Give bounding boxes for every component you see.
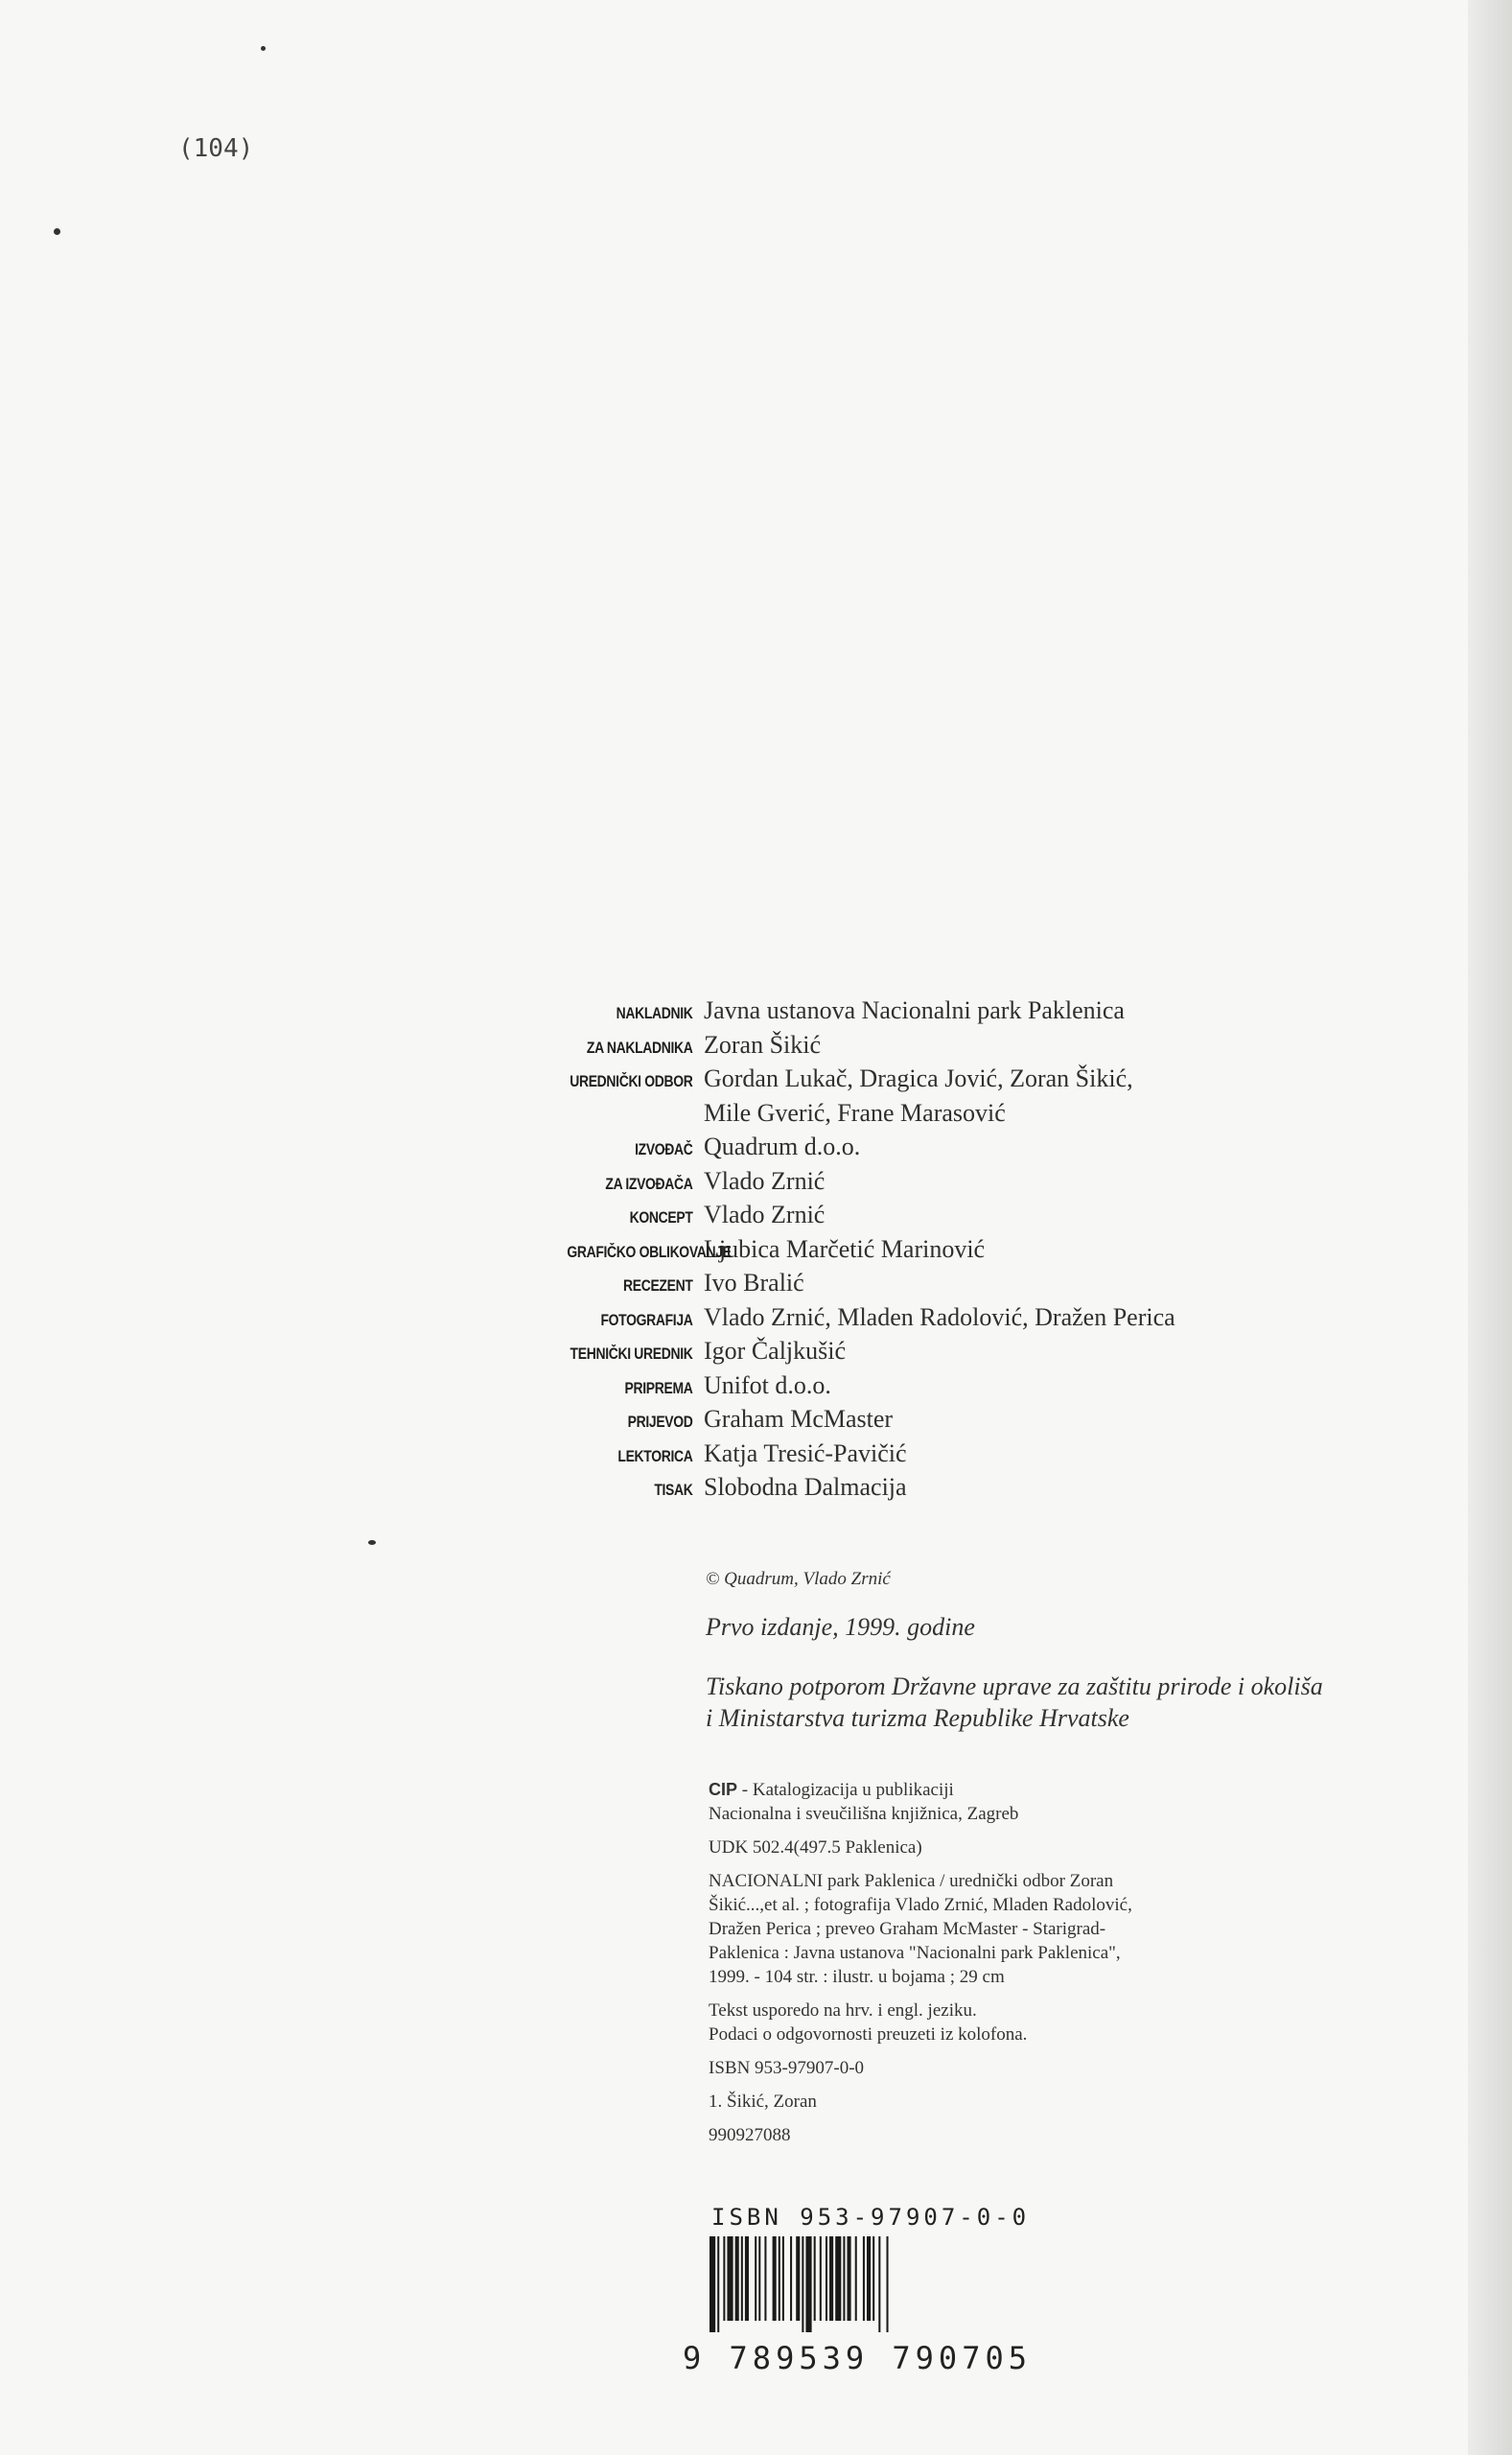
colophon [537, 994, 1266, 1505]
colophon-label: IZVOĐAČ [635, 1140, 693, 1158]
cip-udk: UDK 502.4(497.5 Paklenica) [709, 1837, 922, 1858]
colophon-row [537, 1334, 1266, 1368]
colophon-label: TISAK [654, 1481, 693, 1499]
barcode-bar [805, 2236, 811, 2332]
support-note [706, 1671, 1396, 1734]
colophon-value [704, 1334, 846, 1368]
colophon-label: ZA NAKLADNIKA [586, 1038, 693, 1057]
barcode-bar [872, 2236, 874, 2321]
barcode-bar [741, 2236, 743, 2321]
cip-record [709, 1778, 1245, 2147]
barcode-bar [814, 2236, 816, 2321]
cip-isbn: ISBN 953-97907-0-0 [709, 2058, 865, 2078]
colophon-value-line: Javna ustanova Nacionalni park Paklenica [704, 996, 1125, 1024]
support-line: Tiskano potporom Državne uprave za zaštitu prirode i okoliša [706, 1672, 1323, 1700]
edition-line: Prvo izdanje, 1999. godine [706, 1613, 975, 1641]
colophon-value [704, 1232, 985, 1267]
barcode-bar [779, 2236, 780, 2321]
cip-desc: Šikić...,et al. ; fotografija Vlado Zrnić, Mladen Radolović, [709, 1895, 1132, 1915]
barcode-bar [826, 2236, 827, 2321]
page-edge-shadow [1468, 0, 1512, 2455]
barcode-isbn-text: ISBN 953-97907-0-0 [711, 2204, 1031, 2231]
colophon-value-line: Vlado Zrnić [704, 1166, 826, 1195]
barcode-bar [843, 2236, 845, 2321]
colophon-label: PRIJEVOD [627, 1413, 693, 1431]
barcode-bar [848, 2236, 851, 2321]
colophon-value [704, 1437, 907, 1471]
colophon-row [537, 994, 1266, 1028]
colophon-value-line: Vlado Zrnić, Mladen Radolović, Dražen Perica [704, 1302, 1175, 1331]
barcode-bar [727, 2236, 733, 2321]
colophon-label: PRIPREMA [624, 1378, 693, 1397]
barcode-bar [820, 2236, 822, 2321]
colophon-row [537, 1130, 1266, 1164]
colophon-value [704, 1300, 1175, 1335]
barcode-icon [709, 2236, 988, 2332]
page-number-mark: (104) [178, 134, 254, 163]
cip-note: Podaci o odgovornosti preuzeti iz kolofona. [709, 2024, 1028, 2045]
colophon-value-line: Unifot d.o.o. [704, 1370, 831, 1399]
colophon-value [704, 1062, 1133, 1130]
colophon-value [704, 1130, 860, 1164]
barcode-bar [878, 2236, 880, 2332]
colophon-value [704, 994, 1125, 1028]
barcode-bar [796, 2236, 800, 2321]
barcode-bar [758, 2236, 760, 2321]
barcode-bar [723, 2236, 725, 2321]
colophon-value-line: Mile Gverić, Frane Marasović [704, 1098, 1006, 1127]
colophon-label: ZA IZVOĐAČA [605, 1174, 693, 1193]
barcode-bar [835, 2236, 841, 2321]
barcode-bar [773, 2236, 777, 2321]
colophon-value-line: Vlado Zrnić [704, 1201, 826, 1228]
barcode-bar [782, 2236, 784, 2321]
colophon-label: NAKLADNIK [616, 1004, 693, 1022]
barcode-digits: 9 789539 790705 [683, 2340, 1032, 2376]
colophon-label: FOTOGRAFIJA [600, 1310, 693, 1329]
barcode-bar [855, 2236, 857, 2321]
colophon-row [537, 1062, 1266, 1130]
colophon-value [704, 1198, 825, 1232]
barcode-bar [717, 2236, 719, 2332]
colophon-value [704, 1402, 893, 1437]
colophon-value-line: Zoran Šikić [704, 1030, 822, 1059]
barcode-bar [755, 2236, 756, 2321]
cip-record-number: 990927088 [709, 2125, 791, 2145]
cip-desc: Paklenica : Javna ustanova "Nacionalni park Paklenica", [709, 1943, 1121, 1963]
colophon-row [537, 1232, 1266, 1267]
cip-desc: Dražen Perica ; preveo Graham McMaster - Starigrad- [709, 1919, 1106, 1939]
colophon-label: KONCEPT [629, 1208, 693, 1227]
speck [261, 46, 266, 51]
barcode-bar [745, 2236, 749, 2321]
colophon-row [537, 1470, 1266, 1505]
colophon-value-line: Graham McMaster [704, 1405, 894, 1433]
barcode-bar [863, 2236, 865, 2321]
barcode-bar [867, 2236, 871, 2321]
barcode-bar [829, 2236, 833, 2321]
support-line: i Ministarstva turizma Republike Hrvatske [706, 1704, 1129, 1732]
colophon-row [537, 1198, 1266, 1232]
colophon-value [704, 1470, 907, 1505]
speck [54, 228, 60, 235]
speck [368, 1540, 376, 1545]
colophon-row [537, 1300, 1266, 1335]
barcode-bar [709, 2236, 715, 2332]
barcode-bar [887, 2236, 889, 2332]
cip-label: CIP [709, 1780, 738, 1799]
colophon-label: TEHNIČKI UREDNIK [570, 1344, 693, 1363]
colophon-label: UREDNIČKI ODBOR [570, 1072, 693, 1090]
colophon-value [704, 1028, 821, 1063]
colophon-row [537, 1164, 1266, 1199]
colophon-value [704, 1368, 831, 1403]
cip-desc: 1999. - 104 str. : ilustr. u bojama ; 29 cm [709, 1967, 1005, 1987]
cip-note: Tekst usporedo na hrv. i engl. jeziku. [709, 2000, 977, 2021]
colophon-value-line: Igor Čaljkušić [704, 1337, 847, 1365]
colophon-value-line: Ivo Bralić [704, 1269, 804, 1297]
colophon-row [537, 1266, 1266, 1300]
colophon-label: GRAFIČKO OBLIKOVANJE [567, 1242, 732, 1261]
barcode-bar [790, 2236, 792, 2321]
barcode-bar [764, 2236, 766, 2321]
colophon-value-line: Gordan Lukač, Dragica Jović, Zoran Šikić, [704, 1064, 1133, 1092]
colophon-row [537, 1368, 1266, 1403]
colophon-label: RECEZENT [623, 1276, 693, 1295]
cip-desc: NACIONALNI park Paklenica / urednički odbor Zoran [709, 1871, 1114, 1891]
barcode-bar [735, 2236, 739, 2321]
colophon-value [704, 1164, 825, 1199]
colophon-value [704, 1266, 804, 1300]
barcode-bar [802, 2236, 803, 2332]
colophon-value-line: Ljubica Marčetić Marinović [704, 1234, 986, 1263]
colophon-value-line: Slobodna Dalmacija [704, 1473, 907, 1501]
cip-subject: 1. Šikić, Zoran [709, 2092, 817, 2112]
colophon-row [537, 1402, 1266, 1437]
cip-title: - Katalogizacija u publikaciji [737, 1780, 954, 1800]
colophon-row [537, 1437, 1266, 1471]
colophon-row [537, 1028, 1266, 1063]
copyright-line: © Quadrum, Vlado Zrnić [706, 1569, 891, 1589]
colophon-value-line: Katja Tresić-Pavičić [704, 1438, 907, 1467]
colophon-value-line: Quadrum d.o.o. [704, 1133, 861, 1160]
cip-library: Nacionalna i sveučilišna knjižnica, Zagreb [709, 1804, 1019, 1824]
cip-header [709, 1778, 1245, 1802]
colophon-label: LEKTORICA [617, 1446, 693, 1465]
